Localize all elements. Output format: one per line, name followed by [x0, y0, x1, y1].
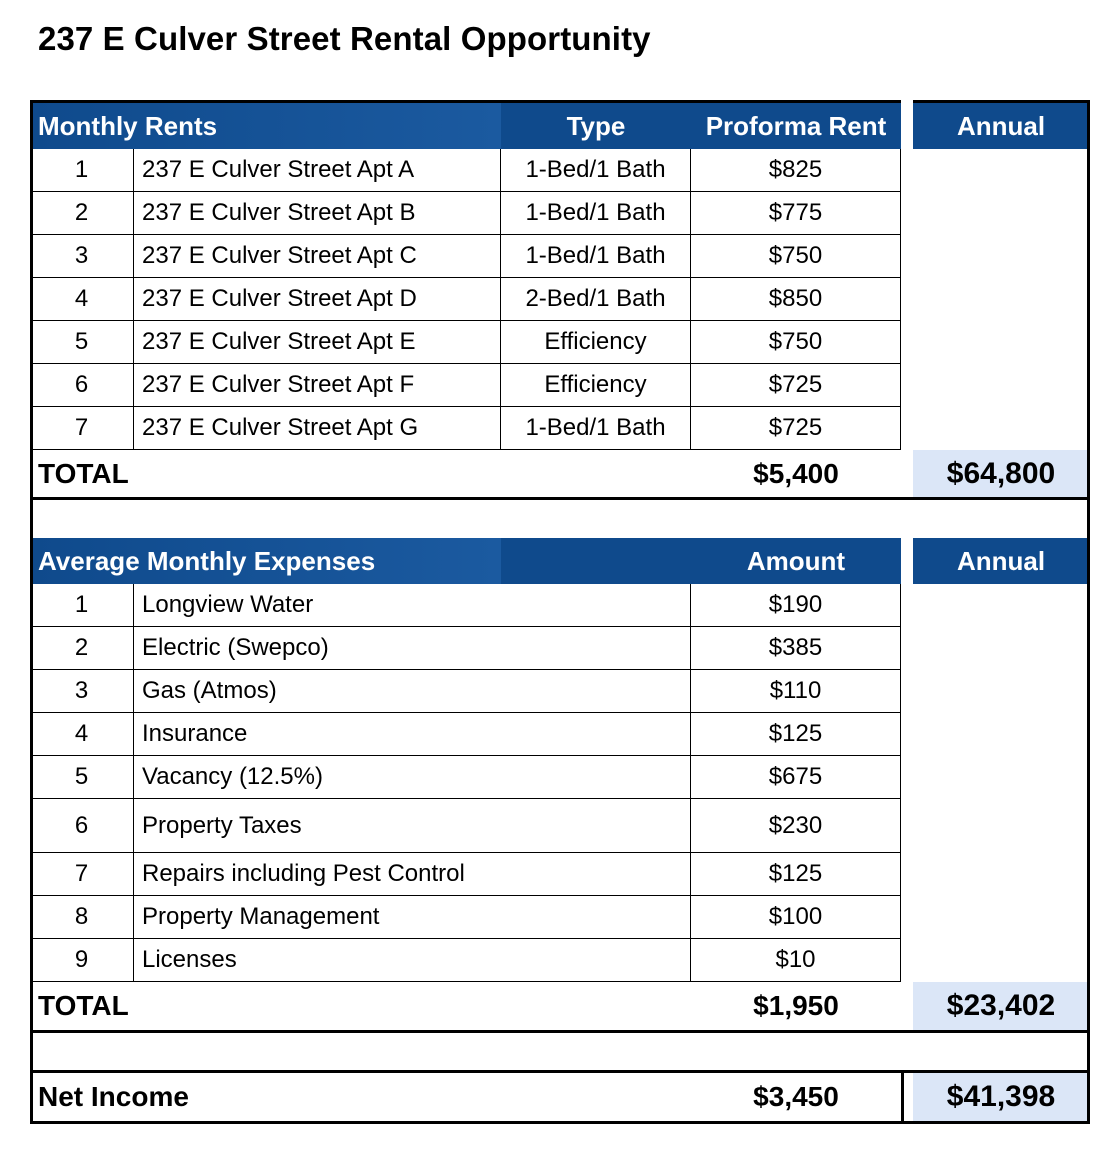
net-income-monthly: $3,450	[753, 1081, 839, 1112]
expense-row-number: 9	[30, 939, 134, 981]
expense-row-number: 7	[30, 853, 134, 895]
expense-row-name: Licenses	[134, 939, 691, 981]
rent-row-rent: $725	[691, 364, 901, 406]
rents-total-label: TOTAL	[38, 458, 129, 489]
rent-row-number: 1	[30, 149, 134, 191]
rent-row-rent: $825	[691, 149, 901, 191]
expense-row-name: Gas (Atmos)	[134, 670, 691, 712]
rent-row-type: 1-Bed/1 Bath	[501, 149, 691, 191]
rent-row-unit: 237 E Culver Street Apt D	[134, 278, 501, 320]
expense-row-name: Repairs including Pest Control	[134, 853, 691, 895]
rent-row-number: 7	[30, 407, 134, 449]
rent-row-type: 1-Bed/1 Bath	[501, 192, 691, 234]
net-income-label: Net Income	[38, 1081, 189, 1112]
rent-row-unit: 237 E Culver Street Apt B	[134, 192, 501, 234]
expenses-total-annual: $23,402	[913, 982, 1089, 1030]
expense-row-name: Property Taxes	[134, 799, 691, 852]
rent-row-unit: 237 E Culver Street Apt E	[134, 321, 501, 363]
net-income-annual: $41,398	[913, 1073, 1089, 1121]
expenses-header-amount: Amount	[691, 538, 901, 584]
rents-header-annual: Annual	[913, 103, 1089, 149]
expense-row-amount: $110	[691, 670, 901, 712]
sheet-border	[30, 100, 1090, 1124]
rent-row-type: 1-Bed/1 Bath	[501, 407, 691, 449]
expense-row-amount: $125	[691, 713, 901, 755]
rent-row-rent: $775	[691, 192, 901, 234]
expenses-header-annual: Annual	[913, 538, 1089, 584]
expense-row-amount: $100	[691, 896, 901, 938]
expense-row-name: Electric (Swepco)	[134, 627, 691, 669]
rents-total-annual: $64,800	[913, 450, 1089, 498]
rent-row-unit: 237 E Culver Street Apt C	[134, 235, 501, 277]
rent-row-unit: 237 E Culver Street Apt F	[134, 364, 501, 406]
expense-row-amount: $10	[691, 939, 901, 981]
divider	[30, 100, 1090, 103]
expenses-total-monthly: $1,950	[753, 990, 839, 1021]
rent-row-rent: $850	[691, 278, 901, 320]
expense-row-amount: $125	[691, 853, 901, 895]
rents-total-monthly: $5,400	[753, 458, 839, 489]
expense-row-amount: $675	[691, 756, 901, 798]
rent-row-type: 2-Bed/1 Bath	[501, 278, 691, 320]
rent-row-type: Efficiency	[501, 321, 691, 363]
expenses-header-label: Average Monthly Expenses	[30, 538, 501, 584]
expense-row-amount: $385	[691, 627, 901, 669]
page-title: 237 E Culver Street Rental Opportunity	[38, 20, 651, 57]
expense-row-name: Property Management	[134, 896, 691, 938]
rents-header-type: Type	[501, 103, 691, 149]
expense-row-number: 1	[30, 584, 134, 626]
rent-row-number: 3	[30, 235, 134, 277]
rent-row-number: 2	[30, 192, 134, 234]
expense-row-name: Vacancy (12.5%)	[134, 756, 691, 798]
rent-row-rent: $750	[691, 321, 901, 363]
rent-row-unit: 237 E Culver Street Apt G	[134, 407, 501, 449]
expense-row-number: 3	[30, 670, 134, 712]
rent-row-type: Efficiency	[501, 364, 691, 406]
expense-row-number: 5	[30, 756, 134, 798]
rent-row-number: 6	[30, 364, 134, 406]
rent-row-unit: 237 E Culver Street Apt A	[134, 149, 501, 191]
rents-header-label: Monthly Rents	[30, 103, 501, 149]
rent-row-rent: $725	[691, 407, 901, 449]
expense-row-amount: $190	[691, 584, 901, 626]
expense-row-amount: $230	[691, 799, 901, 852]
expenses-total-label: TOTAL	[38, 990, 129, 1021]
rent-row-number: 5	[30, 321, 134, 363]
expense-row-number: 2	[30, 627, 134, 669]
expense-row-name: Longview Water	[134, 584, 691, 626]
rents-header-rent: Proforma Rent	[691, 103, 901, 149]
expense-row-number: 6	[30, 799, 134, 852]
expense-row-number: 4	[30, 713, 134, 755]
net-income-separator	[901, 1073, 904, 1121]
header-gap-fill	[901, 100, 913, 149]
expense-row-name: Insurance	[134, 713, 691, 755]
rent-row-number: 4	[30, 278, 134, 320]
rent-row-rent: $750	[691, 235, 901, 277]
expense-row-number: 8	[30, 896, 134, 938]
rent-row-type: 1-Bed/1 Bath	[501, 235, 691, 277]
